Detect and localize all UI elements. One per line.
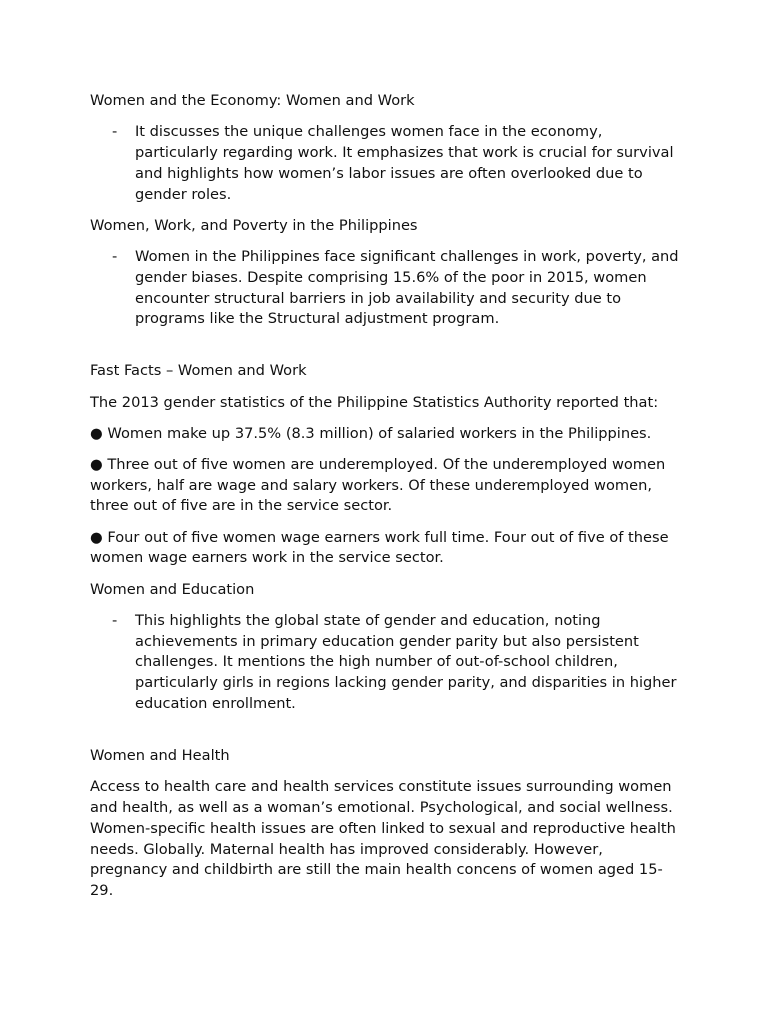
section-heading-fast-facts: Fast Facts – Women and Work	[90, 362, 307, 380]
bullet-item: ● Women make up 37.5% (8.3 million) of salaried workers in the Philippines.	[90, 424, 652, 442]
section-heading-economy: Women and the Economy: Women and Work	[90, 92, 415, 109]
list-item-text: Women in the Philippines face significant challenges in work, poverty, and gender biases. Despite comprising 15.6% of the poor in 2015, women encounter structural barriers in job availability and security due to programs like the Structural adjustment program.	[135, 247, 679, 328]
bullet-item: ● Four out of five women wage earners work full time. Four out of five of these women wage earners work in the service sector.	[90, 528, 669, 567]
blank-line	[90, 725, 690, 746]
list-item-economy	[90, 122, 683, 205]
dash-marker: -	[112, 123, 118, 141]
list-item-education	[90, 611, 683, 715]
section-heading-health: Women and Health	[90, 747, 230, 765]
list-item-poverty	[90, 247, 683, 330]
list-item-text: It discusses the unique challenges women face in the economy, particularly regarding work. It emphasizes that work is crucial for survival and highlights how women’s labor issues are often overlooked due to gender roles.	[135, 123, 674, 203]
section-heading-education: Women and Education	[90, 580, 255, 598]
fast-facts-intro: The 2013 gender statistics of the Philippine Statistics Authority reported that:	[90, 393, 659, 411]
list-item-text: This highlights the global state of gender and education, noting achievements in primary education gender parity but also persistent challenges. It mentions the high number of out-of-school children, particularly girls in regions lacking gender parity, and disparities in higher education enrollment.	[135, 611, 677, 713]
document-page	[90, 91, 690, 912]
section-heading-poverty: Women, Work, and Poverty in the Philippines	[90, 216, 418, 234]
dash-marker: -	[112, 247, 118, 265]
blank-line	[90, 341, 690, 362]
dash-marker: -	[112, 611, 118, 629]
bullet-item: ● Three out of five women are underemployed. Of the underemployed women workers, half are wage and salary workers. Of these underemployed women, three out of five are in the service sector.	[90, 455, 666, 515]
health-paragraph: Access to health care and health services constitute issues surrounding women and health, as well as a woman’s emotional. Psychological, and social wellness. Women-specific health issues are often linked to sexual and reproductive health needs. Globally. Maternal health has improved considerably. However, pregnancy and childbirth are still the main health concens of women aged 15-29.	[90, 778, 676, 900]
